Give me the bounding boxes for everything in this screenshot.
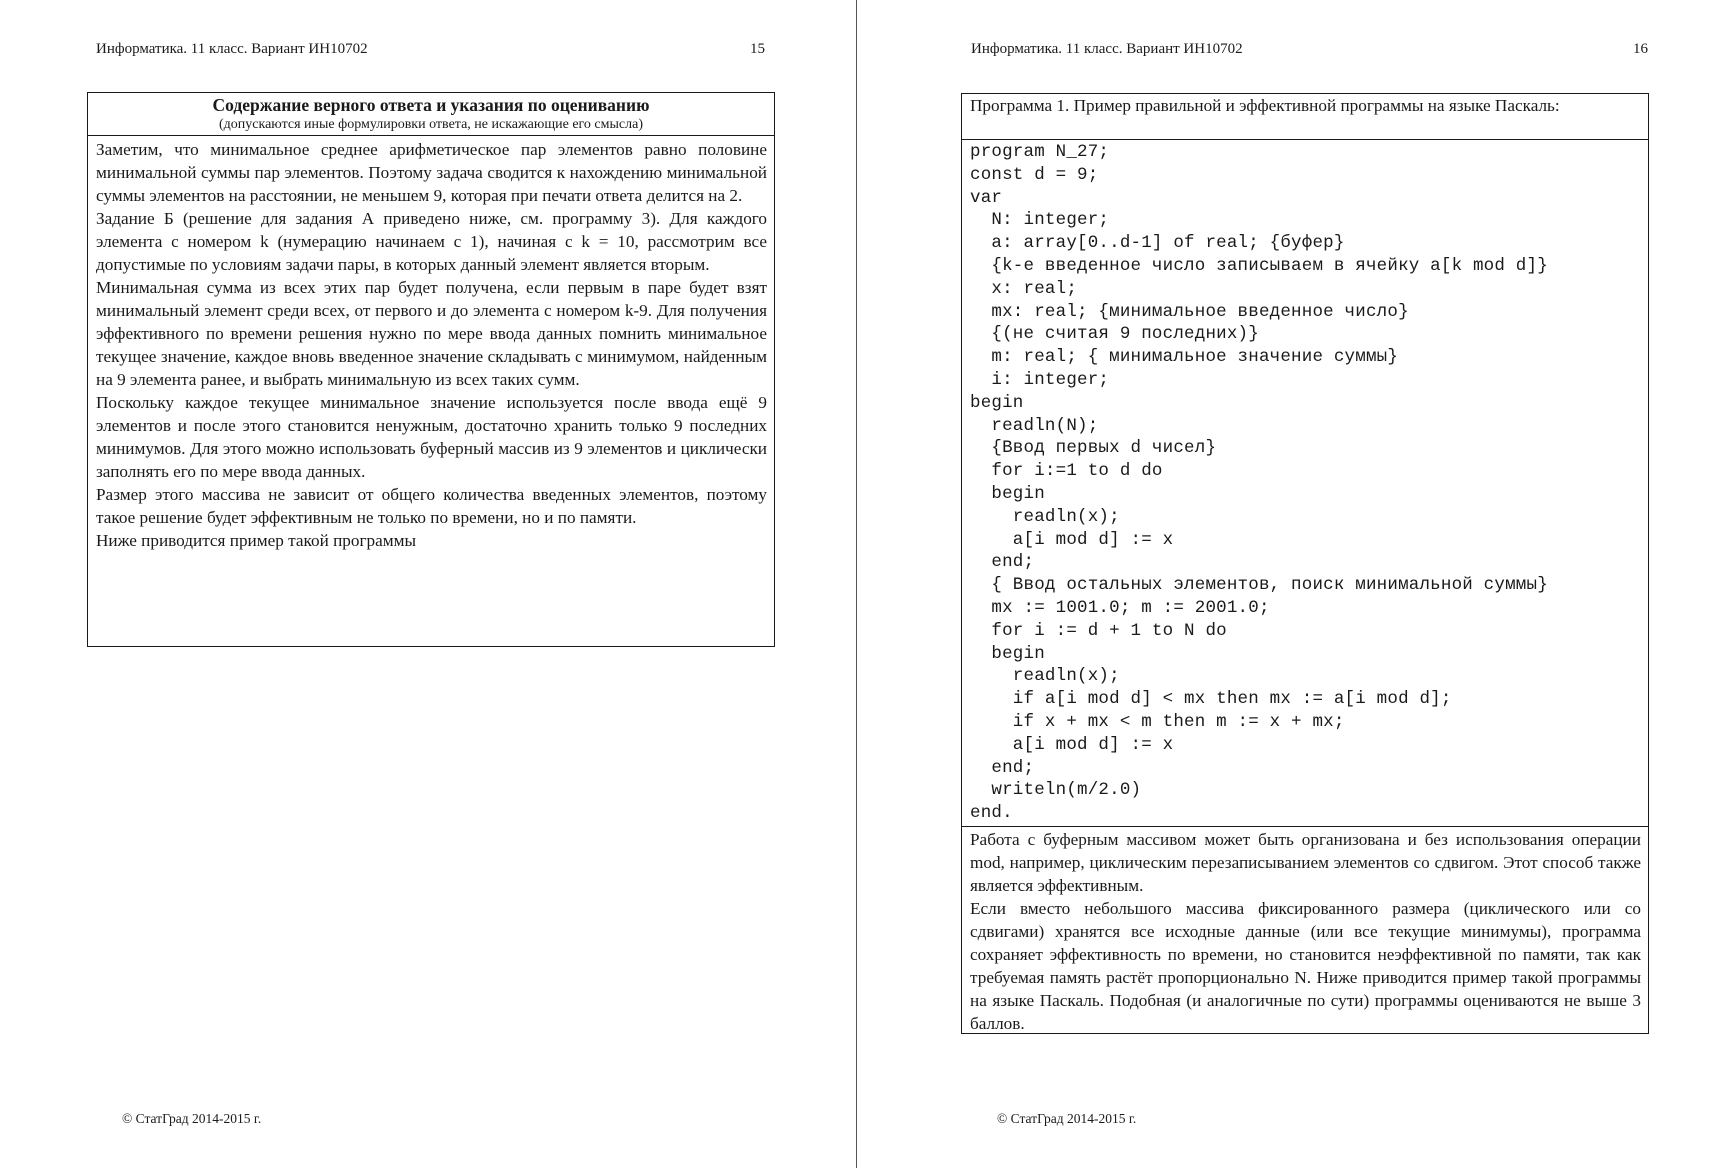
page-number: 16 — [1633, 41, 1648, 57]
code-line: writeln(m/2.0) — [970, 780, 1142, 801]
code-line: N: integer; — [970, 210, 1110, 231]
paragraph: Минимальная сумма из всех этих пар будет получена, если первым в паре будет взят минимальный элемент среди всех, от первого и до элемента с номером k-9. Для получения эффективного по времени решения нужно по мере ввода данных помнить минимальное текущее значение, каждое вновь введенное значение складывать с минимумом, найденным на 9 элемента ранее, и выбрать минимальную из всех таких сумм. — [96, 278, 767, 389]
code-line: if x + mx < m then m := x + mx; — [970, 711, 1345, 732]
code-line: begin — [970, 392, 1024, 413]
answer-criteria-box — [87, 92, 775, 647]
criteria-subtitle: (допускаются иные формулировки ответа, не искажающие его смысла) — [219, 117, 643, 132]
code-line: {Ввод первых d чисел} — [970, 438, 1217, 459]
code-line: x: real; — [970, 278, 1078, 299]
program-heading: Программа 1. Пример правильной и эффективной программы на языке Паскаль: — [962, 94, 1648, 140]
paragraph: Размер этого массива не зависит от общего количества введенных элементов, поэтому такое решение будет эффективным не только по времени, но и по памяти. — [96, 485, 767, 527]
code-line: readln(N); — [970, 415, 1099, 436]
page-number: 15 — [750, 41, 765, 57]
code-line: {k-е введенное число записываем в ячейку a[k mod d]} — [970, 255, 1548, 276]
paragraph: Заметим, что минимальное среднее арифметическое пар элементов равно половине минимальной суммы пар элементов. Поэтому задача сводится к нахождению минимальной суммы элементов на расстоянии, не меньшем 9, которая при печати ответа делится на 2. — [96, 140, 767, 205]
code-line: const d = 9; — [970, 164, 1099, 185]
paragraph: Работа с буферным массивом может быть организована и без использования операции mod, например, циклическим перезаписыванием элементов со сдвигом. Этот способ также является эффективным. — [970, 830, 1641, 895]
code-line: end; — [970, 552, 1035, 573]
code-line: i: integer; — [970, 369, 1110, 390]
program-notes — [962, 827, 1648, 1035]
code-line: var — [970, 187, 1003, 208]
criteria-body — [88, 136, 774, 552]
code-line: mx := 1001.0; m := 2001.0; — [970, 597, 1270, 618]
code-line: mx: real; {минимальное введенное число} — [970, 301, 1409, 322]
page-footer: © СтатГрад 2014-2015 г. — [122, 1111, 262, 1126]
page-footer: © СтатГрад 2014-2015 г. — [997, 1111, 1137, 1126]
code-line: program N_27; — [970, 142, 1110, 162]
code-line: readln(x); — [970, 506, 1120, 527]
code-line: a[i mod d] := x — [970, 734, 1174, 755]
paragraph: Если вместо небольшого массива фиксированного размера (циклического или со сдвигами) хранятся все исходные данные (или все текущие минимумы), программа сохраняет эффективность по времени, но становится неэффективной по памяти, так как требуемая память растёт пропорционально N. Ниже приводится пример такой программы на языке Паскаль. Подобная (и аналогичные по сути) программы оцениваются не выше 3 баллов. — [970, 899, 1641, 1033]
code-line: a: array[0..d-1] of real; {буфер} — [970, 233, 1345, 254]
criteria-title: Содержание верного ответа и указания по оцениванию — [212, 95, 650, 115]
code-line: { Ввод остальных элементов, поиск минимальной суммы} — [970, 575, 1548, 596]
code-line: for i := d + 1 to N do — [970, 620, 1227, 641]
paragraph: Ниже приводится пример такой программы — [96, 531, 417, 550]
page-15 — [0, 0, 856, 1168]
code-line: end. — [970, 803, 1013, 824]
program-box — [961, 93, 1649, 1034]
code-line: if a[i mod d] < mx then mx := a[i mod d]; — [970, 689, 1452, 710]
code-line: {(не считая 9 последних)} — [970, 324, 1259, 345]
paragraph: Задание Б (решение для задания А приведено ниже, см. программу 3). Для каждого элемента с номером k (нумерацию начинаем с 1), начиная с k = 10, рассмотрим все допустимые по условиям задачи пары, в которых данный элемент является вторым. — [96, 209, 767, 274]
paragraph: Поскольку каждое текущее минимальное значение используется после ввода ещё 9 элементов и после этого становится ненужным, достаточно хранить только 9 последних минимумов. Для этого можно использовать буферный массив из 9 элементов и циклически заполнять его по мере ввода данных. — [96, 393, 767, 481]
code-line: end; — [970, 757, 1035, 778]
page-16 — [858, 0, 1714, 1168]
code-line: readln(x); — [970, 666, 1120, 687]
pascal-code-block — [962, 140, 1648, 827]
page-divider — [856, 0, 857, 1168]
code-line: for i:=1 to d do — [970, 461, 1163, 482]
code-line: a[i mod d] := x — [970, 529, 1174, 550]
code-line: m: real; { минимальное значение суммы} — [970, 347, 1399, 368]
code-line: begin — [970, 643, 1045, 664]
code-line: begin — [970, 483, 1045, 504]
criteria-header — [88, 93, 774, 136]
page-header: Информатика. 11 класс. Вариант ИН10702 — [971, 41, 1243, 57]
page-header: Информатика. 11 класс. Вариант ИН10702 — [96, 41, 368, 57]
